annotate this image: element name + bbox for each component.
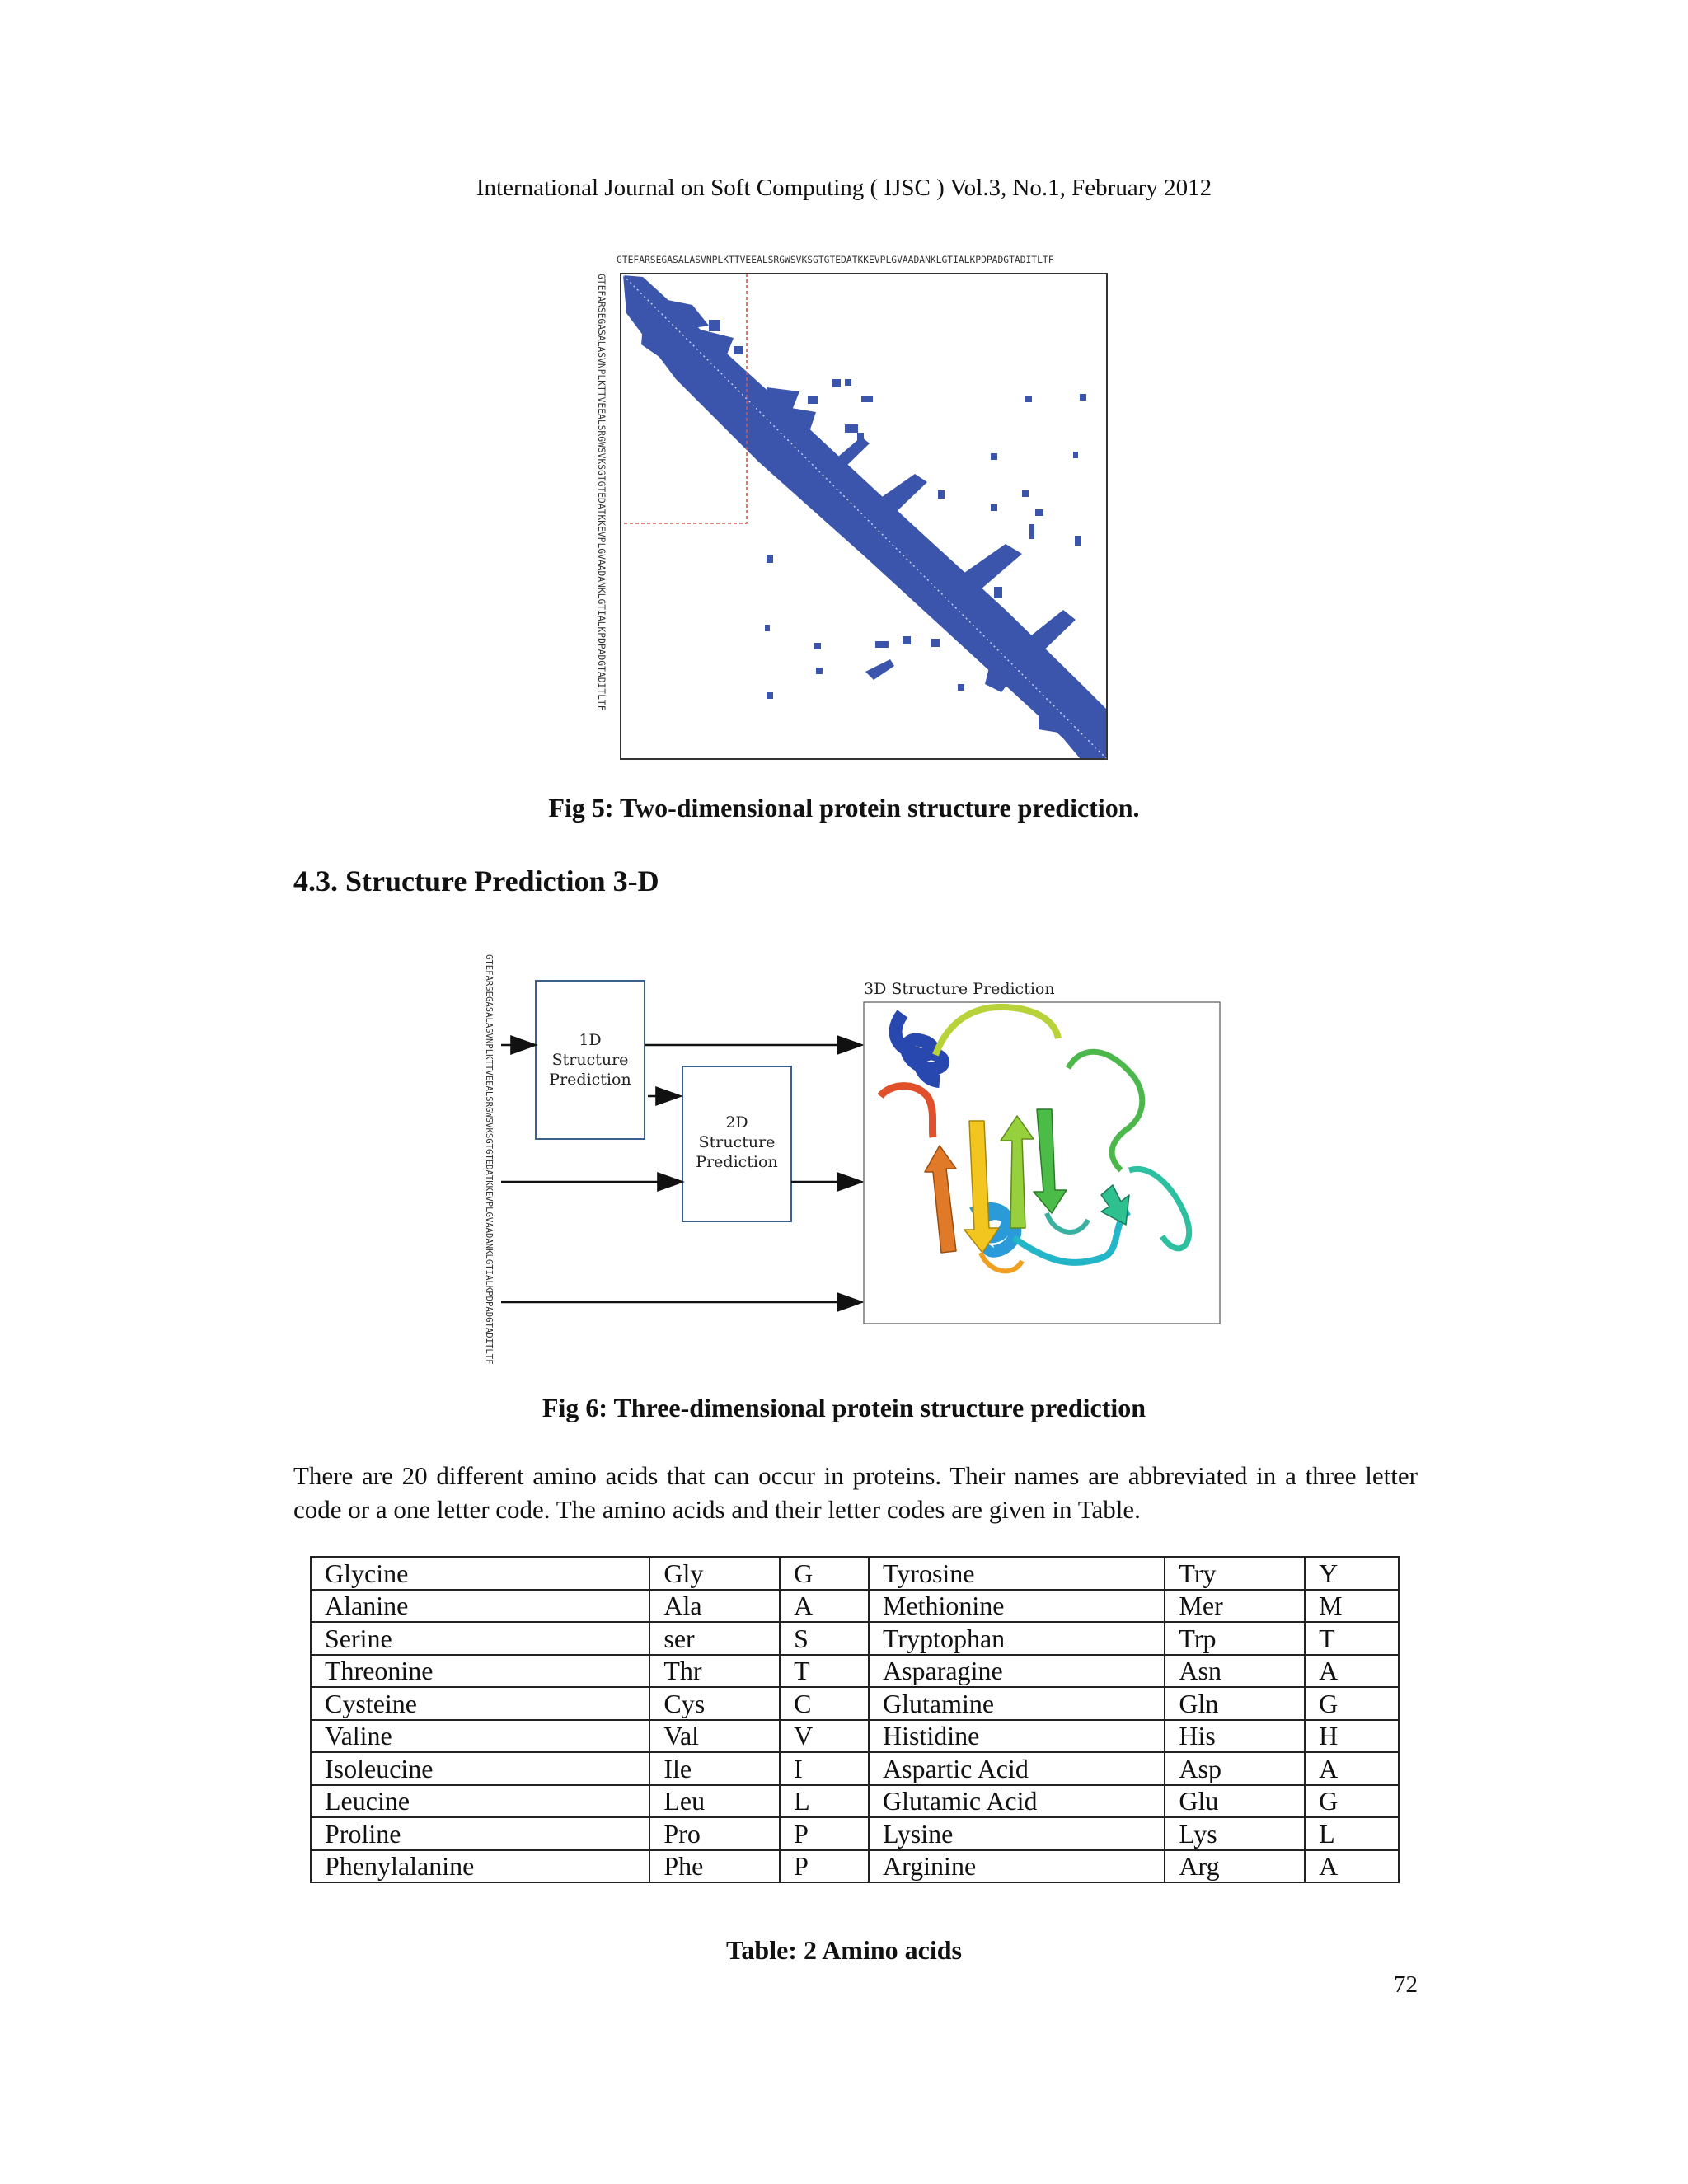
amino-name: Leucine [311, 1785, 649, 1818]
amino-code3: Cys [649, 1687, 780, 1720]
amino-code3: Pro [649, 1817, 780, 1850]
amino-code3: Try [1165, 1557, 1305, 1590]
amino-code1: S [780, 1622, 869, 1655]
amino-name: Threonine [311, 1655, 649, 1688]
amino-code3: Val [649, 1720, 780, 1753]
amino-code1: T [780, 1655, 869, 1688]
table-row [311, 1720, 1399, 1753]
amino-code3: His [1165, 1720, 1305, 1753]
pipeline-figure [478, 948, 1236, 1368]
amino-code1: G [780, 1557, 869, 1590]
page-number: 72 [1394, 1971, 1418, 1998]
amino-name: Valine [311, 1720, 649, 1753]
amino-code3: Glu [1165, 1785, 1305, 1818]
amino-name: Tryptophan [869, 1622, 1165, 1655]
amino-name: Aspartic Acid [869, 1752, 1165, 1785]
amino-code3: Thr [649, 1655, 780, 1688]
amino-code3: Asp [1165, 1752, 1305, 1785]
table-row [311, 1590, 1399, 1623]
amino-acid-table-body [311, 1557, 1399, 1882]
table-row [311, 1622, 1399, 1655]
section-title: 4.3. Structure Prediction 3-D [293, 865, 659, 898]
amino-name: Alanine [311, 1590, 649, 1623]
amino-code1: Y [1305, 1557, 1399, 1590]
amino-code1: A [780, 1590, 869, 1623]
amino-code3: Leu [649, 1785, 780, 1818]
amino-name: Serine [311, 1622, 649, 1655]
amino-code1: A [1305, 1752, 1399, 1785]
amino-code1: I [780, 1752, 869, 1785]
table-caption: Table: 2 Amino acids [726, 1935, 962, 1965]
box-2d-line2: Structure [698, 1133, 776, 1151]
contact-map-figure [577, 247, 1137, 766]
box-1d-line3: Prediction [549, 1071, 631, 1089]
amino-name: Tyrosine [869, 1557, 1165, 1590]
amino-name: Cysteine [311, 1687, 649, 1720]
amino-code1: P [780, 1817, 869, 1850]
amino-code3: Gly [649, 1557, 780, 1590]
table-row [311, 1850, 1399, 1883]
amino-code3: Ile [649, 1752, 780, 1785]
amino-code1: A [1305, 1655, 1399, 1688]
amino-name: Glycine [311, 1557, 649, 1590]
amino-name: Methionine [869, 1590, 1165, 1623]
box-1d-line2: Structure [551, 1051, 629, 1069]
table-row [311, 1557, 1399, 1590]
body-paragraph: There are 20 different amino acids that can occur in proteins. Their names are abbreviated in a three letter code or a one letter code. The amino acids and their letter codes are given in Table. [293, 1461, 1418, 1524]
amino-code1: H [1305, 1720, 1399, 1753]
amino-name: Isoleucine [311, 1752, 649, 1785]
amino-name: Histidine [869, 1720, 1165, 1753]
amino-code3: Gln [1165, 1687, 1305, 1720]
fig5-caption: Fig 5: Two-dimensional protein structure prediction. [548, 793, 1140, 823]
amino-name: Glutamic Acid [869, 1785, 1165, 1818]
amino-code3: Trp [1165, 1622, 1305, 1655]
table-row [311, 1817, 1399, 1850]
table-row [311, 1785, 1399, 1818]
amino-code3: Phe [649, 1850, 780, 1883]
amino-code1: V [780, 1720, 869, 1753]
table-row [311, 1655, 1399, 1688]
amino-name: Arginine [869, 1850, 1165, 1883]
table-row [311, 1687, 1399, 1720]
amino-code1: L [1305, 1817, 1399, 1850]
amino-acid-table [310, 1556, 1400, 1883]
amino-code1: T [1305, 1622, 1399, 1655]
amino-name: Glutamine [869, 1687, 1165, 1720]
journal-header: International Journal on Soft Computing ( IJSC ) Vol.3, No.1, February 2012 [476, 175, 1212, 201]
amino-code1: A [1305, 1850, 1399, 1883]
amino-code1: M [1305, 1590, 1399, 1623]
amino-name: Asparagine [869, 1655, 1165, 1688]
amino-code3: Asn [1165, 1655, 1305, 1688]
amino-code1: G [1305, 1687, 1399, 1720]
amino-code1: P [780, 1850, 869, 1883]
amino-code1: G [1305, 1785, 1399, 1818]
box-1d-line1: 1D [579, 1031, 602, 1049]
pipeline-side-sequence: GTEFARSEGASALASVNPLKTTVEEALSRGWSVKSGTGTEDATKKEVPLGVAADANKLGTIALKPDPADGTADITLTF [484, 954, 494, 1365]
result-title: 3D Structure Prediction [864, 980, 1055, 998]
amino-code3: Arg [1165, 1850, 1305, 1883]
amino-name: Proline [311, 1817, 649, 1850]
box-2d-line1: 2D [725, 1113, 748, 1132]
amino-code3: ser [649, 1622, 780, 1655]
amino-name: Phenylalanine [311, 1850, 649, 1883]
box-2d-line3: Prediction [696, 1153, 778, 1171]
contact-map-side-sequence: GTEFARSEGASALASVNPLKTTVEEALSRGWSVKSGTGTEDATKKEVPLGVAADANKLGTIALKPDPADGTADITLTF [596, 274, 607, 711]
amino-code1: L [780, 1785, 869, 1818]
amino-code3: Lys [1165, 1817, 1305, 1850]
amino-name: Lysine [869, 1817, 1165, 1850]
fig6-caption: Fig 6: Three-dimensional protein structure prediction [542, 1393, 1146, 1422]
contact-map-top-sequence: GTEFARSEGASALASVNPLKTTVEEALSRGWSVKSGTGTEDATKKEVPLGVAADANKLGTIALKPDPADGTADITLTF [617, 255, 1054, 265]
table-row [311, 1752, 1399, 1785]
amino-code3: Ala [649, 1590, 780, 1623]
amino-code3: Mer [1165, 1590, 1305, 1623]
amino-code1: C [780, 1687, 869, 1720]
